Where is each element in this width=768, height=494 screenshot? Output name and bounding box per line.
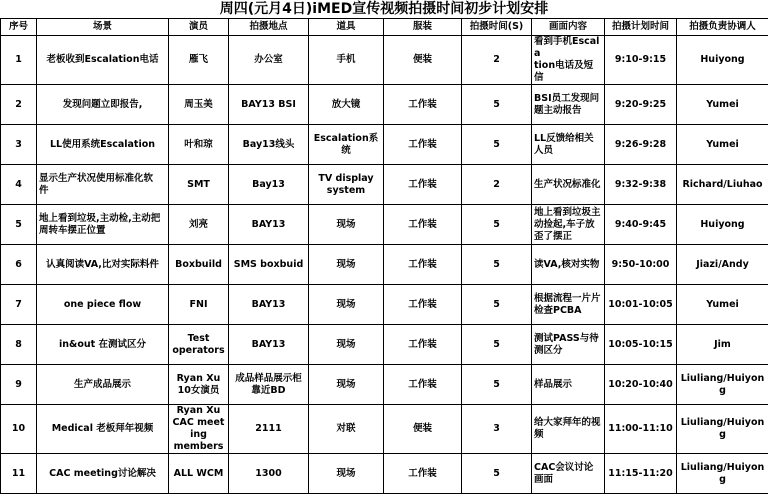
cell-location[interactable]: SMS boxbuid: [229, 245, 309, 285]
cell-content[interactable]: 生产状况标准化: [532, 165, 605, 205]
cell-index[interactable]: 2: [1, 85, 37, 125]
cell-duration[interactable]: 5: [462, 285, 532, 325]
cell-costume[interactable]: 工作装: [384, 85, 462, 125]
cell-actor[interactable]: FNI: [169, 285, 229, 325]
cell-content[interactable]: CAC会议讨论 画面: [532, 454, 605, 494]
table-row: [1, 125, 768, 165]
header-cell-content[interactable]: 画面内容: [532, 19, 605, 36]
cell-scene[interactable]: 认真阅读VA,比对实际料件: [37, 245, 169, 285]
table-row: [1, 325, 768, 365]
table-row: [1, 245, 768, 285]
cell-index[interactable]: 1: [1, 36, 37, 85]
table-row: [1, 365, 768, 405]
cell-prop[interactable]: 现场: [309, 245, 384, 285]
cell-actor[interactable]: Boxbuild: [169, 245, 229, 285]
cell-duration[interactable]: 5: [462, 325, 532, 365]
cell-index[interactable]: 11: [1, 454, 37, 494]
cell-costume[interactable]: 工作装: [384, 365, 462, 405]
cell-time[interactable]: 9:20-9:25: [605, 85, 677, 125]
cell-coordinator[interactable]: Jiazi/Andy: [677, 245, 768, 285]
cell-scene[interactable]: 发现问题立即报告,: [37, 85, 169, 125]
cell-content[interactable]: 读VA,核对实物: [532, 245, 605, 285]
header-cell-prop[interactable]: 道具: [309, 19, 384, 36]
cell-duration[interactable]: 3: [462, 405, 532, 454]
cell-duration[interactable]: 5: [462, 125, 532, 165]
cell-index[interactable]: 3: [1, 125, 37, 165]
table-row: [1, 205, 768, 245]
table-row: [1, 85, 768, 125]
cell-actor[interactable]: ALL WCM: [169, 454, 229, 494]
cell-actor[interactable]: 刘亮: [169, 205, 229, 245]
cell-costume[interactable]: 便装: [384, 36, 462, 85]
cell-actor[interactable]: Ryan Xu CAC meeting members: [169, 405, 229, 454]
cell-content[interactable]: 地上看到垃圾主 动捡起,车子放 歪了摆正: [532, 205, 605, 245]
cell-costume[interactable]: 工作装: [384, 165, 462, 205]
cell-actor[interactable]: 雁飞: [169, 36, 229, 85]
table-row: [1, 285, 768, 325]
cell-scene[interactable]: LL使用系统Escalation: [37, 125, 169, 165]
cell-scene[interactable]: 老板收到Escalation电话: [37, 36, 169, 85]
cell-scene[interactable]: 地上看到垃圾,主动检,主动把 周转车摆正位置: [37, 205, 169, 245]
schedule-table: [0, 18, 768, 494]
cell-time[interactable]: 9:32-9:38: [605, 165, 677, 205]
cell-duration[interactable]: 5: [462, 85, 532, 125]
cell-location[interactable]: 1300: [229, 454, 309, 494]
cell-duration[interactable]: 5: [462, 365, 532, 405]
cell-prop[interactable]: 现场: [309, 325, 384, 365]
cell-index[interactable]: 10: [1, 405, 37, 454]
cell-duration[interactable]: 5: [462, 454, 532, 494]
cell-time[interactable]: 11:00-11:10: [605, 405, 677, 454]
cell-location[interactable]: BAY13: [229, 205, 309, 245]
header-cell-duration[interactable]: 拍摄时间(S): [462, 19, 532, 36]
cell-actor[interactable]: Ryan Xu 10女演员: [169, 365, 229, 405]
header-cell-actor[interactable]: 演员: [169, 19, 229, 36]
cell-location[interactable]: Bay13: [229, 165, 309, 205]
table-row: [1, 36, 768, 85]
cell-index[interactable]: 6: [1, 245, 37, 285]
cell-scene[interactable]: in&out 在测试区分: [37, 325, 169, 365]
cell-actor[interactable]: 叶和琼: [169, 125, 229, 165]
cell-index[interactable]: 9: [1, 365, 37, 405]
cell-time[interactable]: 10:01-10:05: [605, 285, 677, 325]
cell-coordinator[interactable]: Huiyong: [677, 205, 768, 245]
cell-coordinator[interactable]: Richard/Liuhao: [677, 165, 768, 205]
cell-location[interactable]: Bay13线头: [229, 125, 309, 165]
cell-content[interactable]: 样品展示: [532, 365, 605, 405]
cell-coordinator[interactable]: Huiyong: [677, 36, 768, 85]
cell-prop[interactable]: 现场: [309, 205, 384, 245]
cell-prop[interactable]: 对联: [309, 405, 384, 454]
cell-costume[interactable]: 工作装: [384, 125, 462, 165]
cell-time[interactable]: 9:50-10:00: [605, 245, 677, 285]
cell-prop[interactable]: 现场: [309, 454, 384, 494]
cell-prop[interactable]: 放大镜: [309, 85, 384, 125]
cell-scene[interactable]: Medical 老板拜年视频: [37, 405, 169, 454]
cell-actor[interactable]: 周玉美: [169, 85, 229, 125]
cell-duration[interactable]: 2: [462, 165, 532, 205]
cell-coordinator[interactable]: Liuliang/Huiyong: [677, 365, 768, 405]
cell-time[interactable]: 9:40-9:45: [605, 205, 677, 245]
cell-coordinator[interactable]: Jim: [677, 325, 768, 365]
cell-coordinator[interactable]: Yumei: [677, 125, 768, 165]
header-cell-index[interactable]: 序号: [1, 19, 37, 36]
cell-costume[interactable]: 工作装: [384, 285, 462, 325]
cell-location[interactable]: 2111: [229, 405, 309, 454]
header-cell-scene[interactable]: 场景: [37, 19, 169, 36]
cell-time[interactable]: 9:26-9:28: [605, 125, 677, 165]
header-cell-coordinator[interactable]: 拍摄负责协调人: [677, 19, 768, 36]
sheet-title: 周四(元月4日)iMED宣传视频拍摄时间初步计划安排: [0, 0, 768, 18]
header-row: [1, 19, 768, 36]
cell-content[interactable]: BSI员工发现问 题主动报告: [532, 85, 605, 125]
cell-actor[interactable]: SMT: [169, 165, 229, 205]
cell-coordinator[interactable]: Yumei: [677, 285, 768, 325]
cell-prop[interactable]: TV display system: [309, 165, 384, 205]
cell-content[interactable]: LL反馈给相关 人员: [532, 125, 605, 165]
cell-time[interactable]: 10:20-10:40: [605, 365, 677, 405]
cell-duration[interactable]: 2: [462, 36, 532, 85]
cell-index[interactable]: 8: [1, 325, 37, 365]
cell-costume[interactable]: 工作装: [384, 245, 462, 285]
cell-location[interactable]: 办公室: [229, 36, 309, 85]
cell-scene[interactable]: 显示生产状况使用标准化软 件: [37, 165, 169, 205]
cell-prop[interactable]: Escalation系统: [309, 125, 384, 165]
cell-prop[interactable]: 手机: [309, 36, 384, 85]
cell-content[interactable]: 给大家拜年的视 频: [532, 405, 605, 454]
cell-costume[interactable]: 工作装: [384, 454, 462, 494]
header-cell-costume[interactable]: 服装: [384, 19, 462, 36]
cell-index[interactable]: 5: [1, 205, 37, 245]
header-cell-location[interactable]: 拍摄地点: [229, 19, 309, 36]
table-row: [1, 454, 768, 494]
cell-content[interactable]: 测试PASS与待 测区分: [532, 325, 605, 365]
cell-costume[interactable]: 便装: [384, 405, 462, 454]
cell-coordinator[interactable]: Liuliang/Huiyong: [677, 454, 768, 494]
cell-time[interactable]: 10:05-10:15: [605, 325, 677, 365]
cell-coordinator[interactable]: Yumei: [677, 85, 768, 125]
table-row: [1, 405, 768, 454]
cell-location[interactable]: BAY13: [229, 285, 309, 325]
cell-duration[interactable]: 5: [462, 245, 532, 285]
cell-coordinator[interactable]: Liuliang/Huiyong: [677, 405, 768, 454]
table-row: [1, 165, 768, 205]
cell-costume[interactable]: 工作装: [384, 205, 462, 245]
cell-time[interactable]: 9:10-9:15: [605, 36, 677, 85]
cell-scene[interactable]: 生产成品展示: [37, 365, 169, 405]
cell-content[interactable]: 根据流程一片片 检查PCBA: [532, 285, 605, 325]
cell-location[interactable]: BAY13: [229, 325, 309, 365]
cell-actor[interactable]: Test operators: [169, 325, 229, 365]
cell-prop[interactable]: 现场: [309, 365, 384, 405]
header-cell-time[interactable]: 拍摄计划时间: [605, 19, 677, 36]
cell-location[interactable]: 成品样品展示柜 靠近BD: [229, 365, 309, 405]
cell-time[interactable]: 11:15-11:20: [605, 454, 677, 494]
cell-content[interactable]: 看到手机Escala tion电话及短信: [532, 36, 605, 85]
cell-index[interactable]: 7: [1, 285, 37, 325]
cell-costume[interactable]: 工作装: [384, 325, 462, 365]
cell-scene[interactable]: one piece flow: [37, 285, 169, 325]
cell-prop[interactable]: 现场: [309, 285, 384, 325]
cell-location[interactable]: BAY13 BSI: [229, 85, 309, 125]
cell-index[interactable]: 4: [1, 165, 37, 205]
cell-duration[interactable]: 5: [462, 205, 532, 245]
cell-scene[interactable]: CAC meeting讨论解决: [37, 454, 169, 494]
